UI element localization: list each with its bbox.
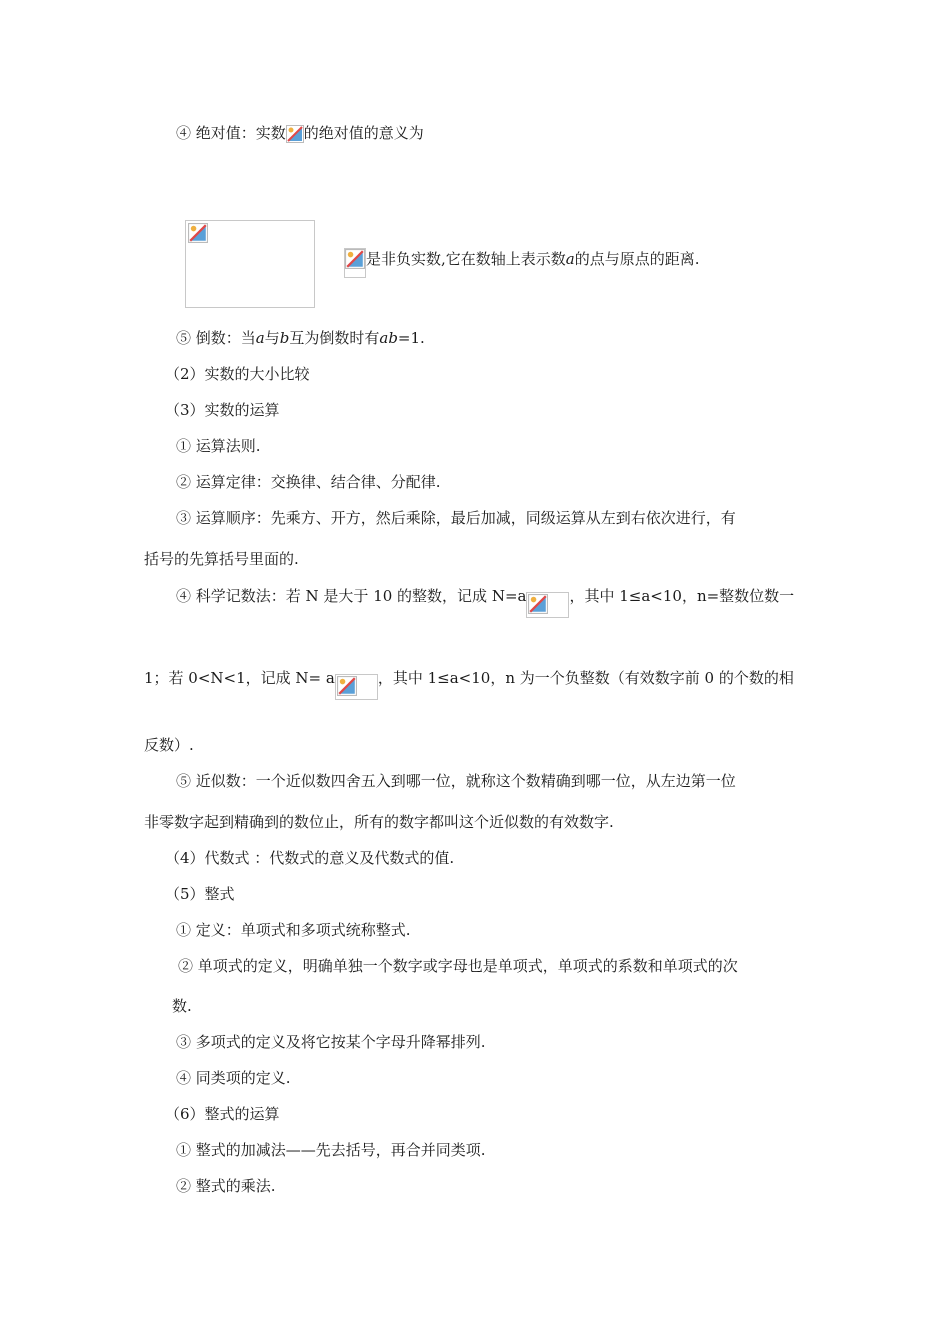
paragraph-line: ② 整式的乘法. xyxy=(176,1177,276,1195)
paragraph-line: ① 定义：单项式和多项式统称整式. xyxy=(176,921,411,939)
variable-a: a xyxy=(565,250,575,268)
broken-image-icon xyxy=(344,248,366,278)
broken-image-icon xyxy=(286,125,304,143)
section-heading: （6）整式的运算 xyxy=(165,1105,280,1123)
paragraph-line: ④ 同类项的定义. xyxy=(176,1069,291,1087)
section-heading: （5）整式 xyxy=(165,885,235,903)
text-segment: 互为倒数时有 xyxy=(289,329,380,347)
scientific-notation-line xyxy=(176,586,794,618)
scientific-notation-line-2 xyxy=(144,668,794,700)
text-segment: 的点与原点的距离. xyxy=(574,250,700,268)
nonnegative-line xyxy=(344,249,700,278)
formula-image-placeholder xyxy=(335,674,378,700)
text-segment: ，其中 1≤a<10，n=整数位数一 xyxy=(569,587,795,605)
text-segment: ④ 科学记数法：若 N 是大于 10 的整数，记成 N=a xyxy=(176,587,527,605)
text-segment: ⑤ 倒数：当 xyxy=(176,329,256,347)
text-segment: 与 xyxy=(264,329,280,347)
broken-image-icon xyxy=(188,223,208,243)
paragraph-line: 括号的先算括号里面的. xyxy=(144,550,299,568)
paragraph-line: ① 整式的加减法——先去括号，再合并同类项. xyxy=(176,1141,486,1159)
text-segment: 1；若 0<N<1，记成 N= a xyxy=(144,669,335,687)
variable-a: a xyxy=(255,329,265,347)
section-heading: （2）实数的大小比较 xyxy=(165,365,310,383)
paragraph-line: ⑤ 近似数：一个近似数四舍五入到哪一位，就称这个数精确到哪一位，从左边第一位 xyxy=(176,772,736,790)
paragraph-line: ① 运算法则. xyxy=(176,437,261,455)
text-segment: 是非负实数,它在数轴上表示数 xyxy=(366,250,566,268)
text-segment: ④ 绝对值：实数 xyxy=(176,124,286,142)
text-segment: =1. xyxy=(397,329,425,347)
reciprocal-line xyxy=(176,328,425,348)
paragraph-line: ③ 多项式的定义及将它按某个字母升降幂排列. xyxy=(176,1033,486,1051)
section-heading: （4）代数式 ：代数式的意义及代数式的值. xyxy=(165,849,455,867)
absolute-value-line xyxy=(176,123,424,143)
formula-image-placeholder xyxy=(526,592,569,618)
variable-ab: ab xyxy=(379,329,398,347)
variable-b: b xyxy=(279,329,290,347)
paragraph-line: 反数）. xyxy=(144,736,194,754)
formula-image-placeholder xyxy=(185,220,315,308)
text-segment: 的绝对值的意义为 xyxy=(303,124,424,142)
broken-image-icon xyxy=(337,676,357,696)
section-heading: （3）实数的运算 xyxy=(165,401,280,419)
text-segment: ，其中 1≤a<10，n 为一个负整数（有效数字前 0 的个数的相 xyxy=(377,669,794,687)
paragraph-line: ② 单项式的定义，明确单独一个数字或字母也是单项式，单项式的系数和单项式的次 xyxy=(178,957,738,975)
broken-image-icon xyxy=(528,594,548,614)
paragraph-line: ② 运算定律：交换律、结合律、分配律. xyxy=(176,473,441,491)
paragraph-line: 数. xyxy=(172,997,192,1015)
paragraph-line: 非零数字起到精确到的数位止，所有的数字都叫这个近似数的有效数字. xyxy=(144,813,614,831)
paragraph-line: ③ 运算顺序：先乘方、开方，然后乘除，最后加减，同级运算从左到右依次进行，有 xyxy=(176,509,736,527)
